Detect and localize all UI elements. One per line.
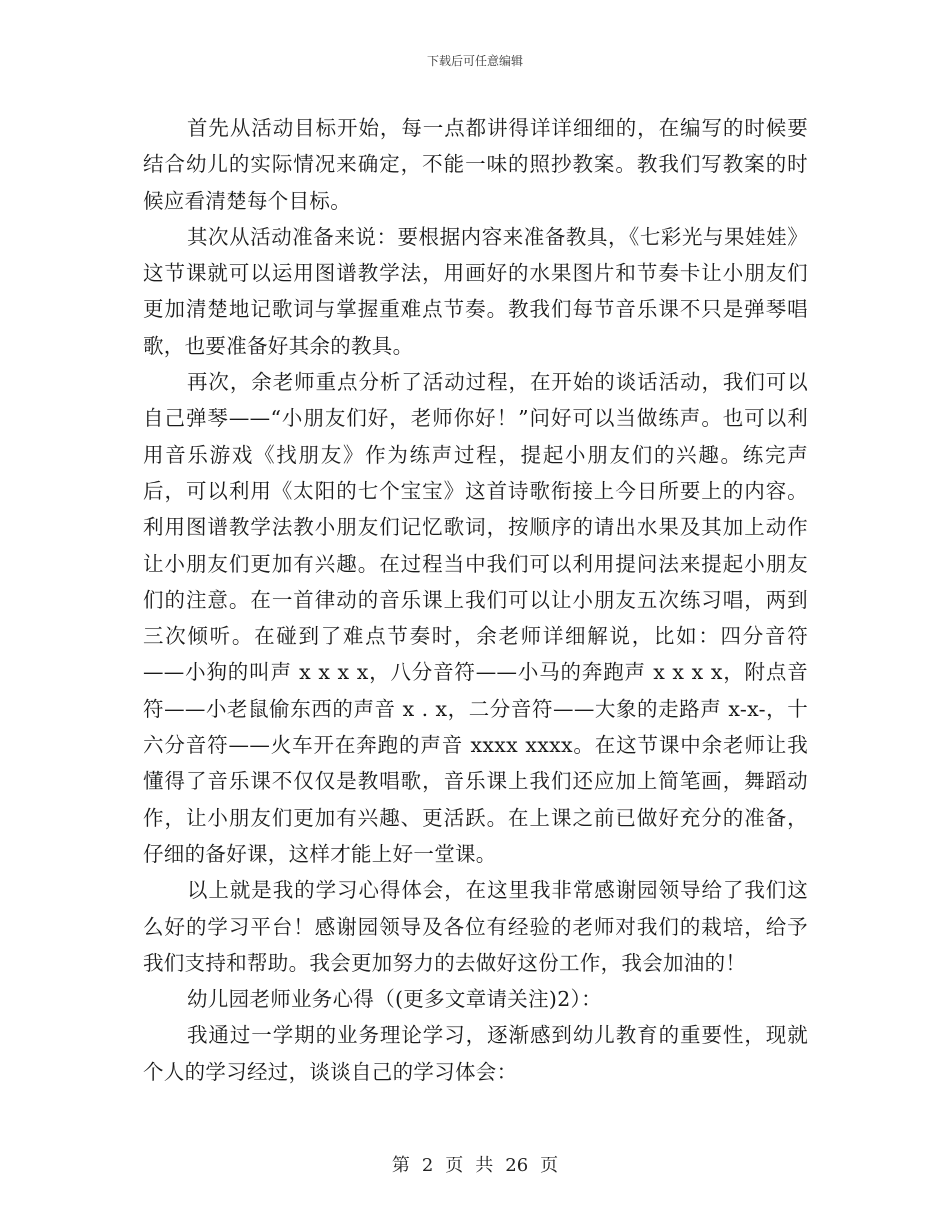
footer-total-pages: 26 [505,1155,529,1176]
footer-page-number: 2 [421,1155,434,1176]
document-body [143,110,808,1090]
footer-suffix: 页 [540,1155,559,1176]
page-number-footer [0,1151,950,1177]
footer-page-word: 页 [445,1155,464,1176]
footer-prefix: 第 [391,1155,410,1176]
footer-total-label: 共 [475,1155,494,1176]
header-note: 下载后可任意编辑 [426,54,523,68]
paragraph-5: 幼儿园老师业务心得（(更多文章请关注)2）： [187,987,602,1012]
paragraph-3: 再次，余老师重点分析了活动过程，在开始的谈话活动，我们可以自己弹琴——“小朋友们好，老师你好！”问好可以当做练声。也可以利用音乐游戏《找朋友》作为练声过程，提起小朋友们的兴趣。练完声后，可以利用《太阳的七个宝宝》这首诗歌衔接上今日所要上的内容。利用图谱教学法教小朋友们记忆歌词，按顺序的请出水果及其加上动作让小朋友们更加有兴趣。在过程当中我们可以利用提问法来提起小朋友们的注意。在一首律动的音乐课上我们可以让小朋友五次练习唱，两到三次倾听。在碰到了难点节奏时，余老师详细解说，比如：四分音符——小狗的叫声 x x x x，八分音符——小马的奔跑声 x x x x，附点音符——小老鼠偷东西的声音 x . x，二分音符——大象的走路声 x-x-，十六分音符——火车开在奔跑的声音 xxxx xxxx。在这节课中余老师让我懂得了音乐课不仅仅是教唱歌，音乐课上我们还应加上简笔画，舞蹈动作，让小朋友们更加有兴趣、更活跃。在上课之前已做好充分的准备，仔细的备好课，这样才能上好一堂课。 [143,370,808,866]
paragraph-2: 其次从活动准备来说：要根据内容来准备教具，《七彩光与果娃娃》这节课就可以运用图谱教学法，用画好的水果图片和节奏卡让小朋友们更加清楚地记歌词与掌握重难点节奏。教我们每节音乐课不只是弹琴唱歌，也要准备好其余的教具。 [143,224,808,358]
paragraph-4: 以上就是我的学习心得体会，在这里我非常感谢园领导给了我们这么好的学习平台！感谢园领导及各位有经验的老师对我们的栽培，给予我们支持和帮助。我会更加努力的去做好这份工作，我会加油的！ [143,878,808,975]
paragraph-6: 我通过一学期的业务理论学习，逐渐感到幼儿教育的重要性，现就个人的学习经过，谈谈自己的学习体会： [143,1023,808,1084]
paragraph-1: 首先从活动目标开始，每一点都讲得详详细细的，在编写的时候要结合幼儿的实际情况来确定，不能一味的照抄教案。教我们写教案的时候应看清楚每个目标。 [143,116,808,213]
